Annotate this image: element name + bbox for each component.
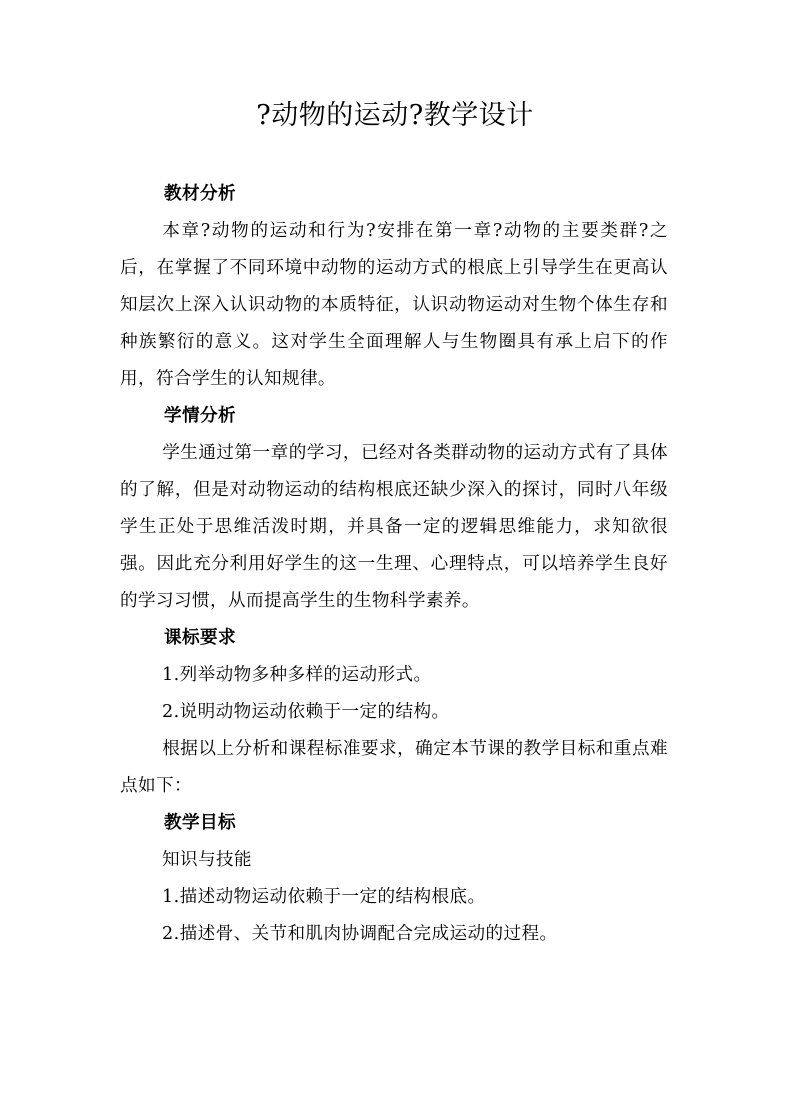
objective-item-2: 2.描述骨、关节和肌肉协调配合完成运动的过程。	[162, 924, 558, 944]
curriculum-summary: 根据以上分析和课程标准要求，确定本节课的教学目标和重点难点如下：	[120, 739, 668, 796]
section-heading-objectives: 教学目标	[164, 813, 236, 833]
section-heading-curriculum: 课标要求	[164, 628, 236, 648]
curriculum-item-2: 2.说明动物运动依赖于一定的结构。	[162, 702, 450, 722]
objective-item-1: 1.描述动物运动依赖于一定的结构根底。	[162, 887, 486, 907]
document-title: ?动物的运动?教学设计	[256, 100, 534, 131]
paragraph-materials: 本章?动物的运动和行为?安排在第一章?动物的主要类群?之后，在掌握了不同环境中动物的运动方式的根底上引导学生在更高认知层次上深入认识动物的本质特征，认识动物运动对生物个体生存和种族繁衍的意义。这对学生全面理解人与生物圈具有承上启下的作用，符合学生的认知规律。	[120, 221, 668, 389]
document-body	[120, 176, 668, 953]
section-heading-students: 学情分析	[164, 406, 236, 426]
objectives-subheading: 知识与技能	[162, 850, 252, 870]
curriculum-item-1: 1.列举动物多种多样的运动形式。	[162, 665, 432, 685]
paragraph-students: 学生通过第一章的学习，已经对各类群动物的运动方式有了具体的了解，但是对动物运动的结构根底还缺少深入的探讨，同时八年级学生正处于思维活泼时期，并具备一定的逻辑思维能力，求知欲很强。因此充分利用好学生的这一生理、心理特点，可以培养学生良好的学习习惯，从而提高学生的生物科学素养。	[120, 443, 668, 611]
section-heading-materials: 教材分析	[164, 184, 236, 204]
